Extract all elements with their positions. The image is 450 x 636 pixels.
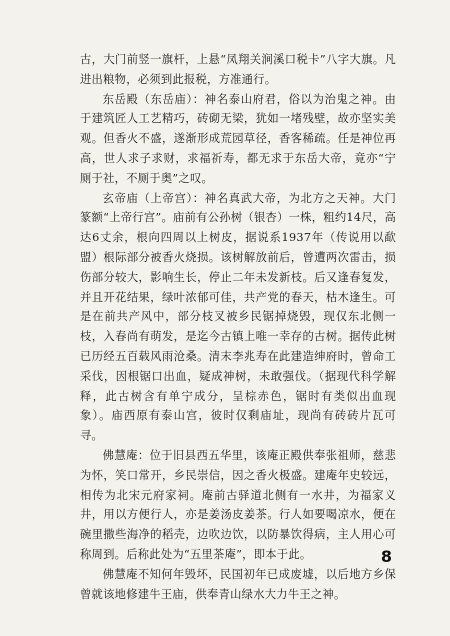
paragraph-dongyue-hall: 东岳殿（东岳庙）：神名泰山府君，俗以为治鬼之神。由于建筑匠人工艺精巧，砖砌无梁，犹如一堵残壁，故亦坚实美观。但香火不盛，遂渐形成荒园草径，香客稀疏。任是神位再高，世人求子求财，求福祈寿，都无求于东岳大帝，竟亦“宁厕于社，不厕于奥”之叹。 <box>80 92 396 185</box>
paragraph-fohui-ruins: 佛慧庵不知何年毁坏，民国初年已成废墟，以后地方乡保曾就该地修建牛王庙，供奉青山绿水大力牛王之神。 <box>80 567 396 601</box>
page-number: 8 <box>380 547 392 566</box>
paragraph-fohui-nunnery: 佛慧庵：位于旧县西五华里，该庵正殿供奉张祖师，慈悲为怀，笑口常开，乡民崇信，因之香火极盛。建庵年史较远，相传为北宋元府家祠。庵前古驿道北侧有一水井，为福家义井，用以方便行人，亦是姜汤皮姜茶。行人如要喝凉水，便在碗里撒些海净的稻壳，边吹边饮，以防暴饮得病，主人用心可称周到。后称此处为“五里茶庵”，即本于此。 <box>80 448 396 561</box>
paragraph-tax-checkpoint: 古，大门前竖一旗杆，上悬“凤翔关涧溪口税卡”八字大旗。凡进出粮物，必须到此报税，方准通行。 <box>80 53 396 86</box>
paragraph-xuandi-temple: 玄帝庙（上帝宫）：神名真武大帝，为北方之天神。大门篆额“上帝行宫”。庙前有公孙树（银杏）一株，粗约14尺，高达6丈余，根向四周以上树皮，据说系1937年（传说用以歃盟）根际部分被香火烧损。该树解放前后，曾遭两次雷击，损伤部分较大，影响生长，停止二年未发新枝。后又逢春复发，并且开花结果，绿叶浓郁可佳，共产党的春天，枯木逢生。可是在前共产风中，部分枝叉被乡民锯掉烧毁，现仅东北侧一枝，入春尚有萌发，是迄今古镇上唯一幸存的古树。据传此树已历经五百载风雨沧桑。清末李兆寿在此建造绅府时，曾命工采伐，因根锯口出血，疑成神树，未敢强伐。（据现代科学解释，此古树含有单宁成分，呈棕赤色，锯时有类似出血现象）。庙西原有泰山宫，彼时仅剩庙址，现尚有砖砖片瓦可寻。 <box>80 191 396 443</box>
